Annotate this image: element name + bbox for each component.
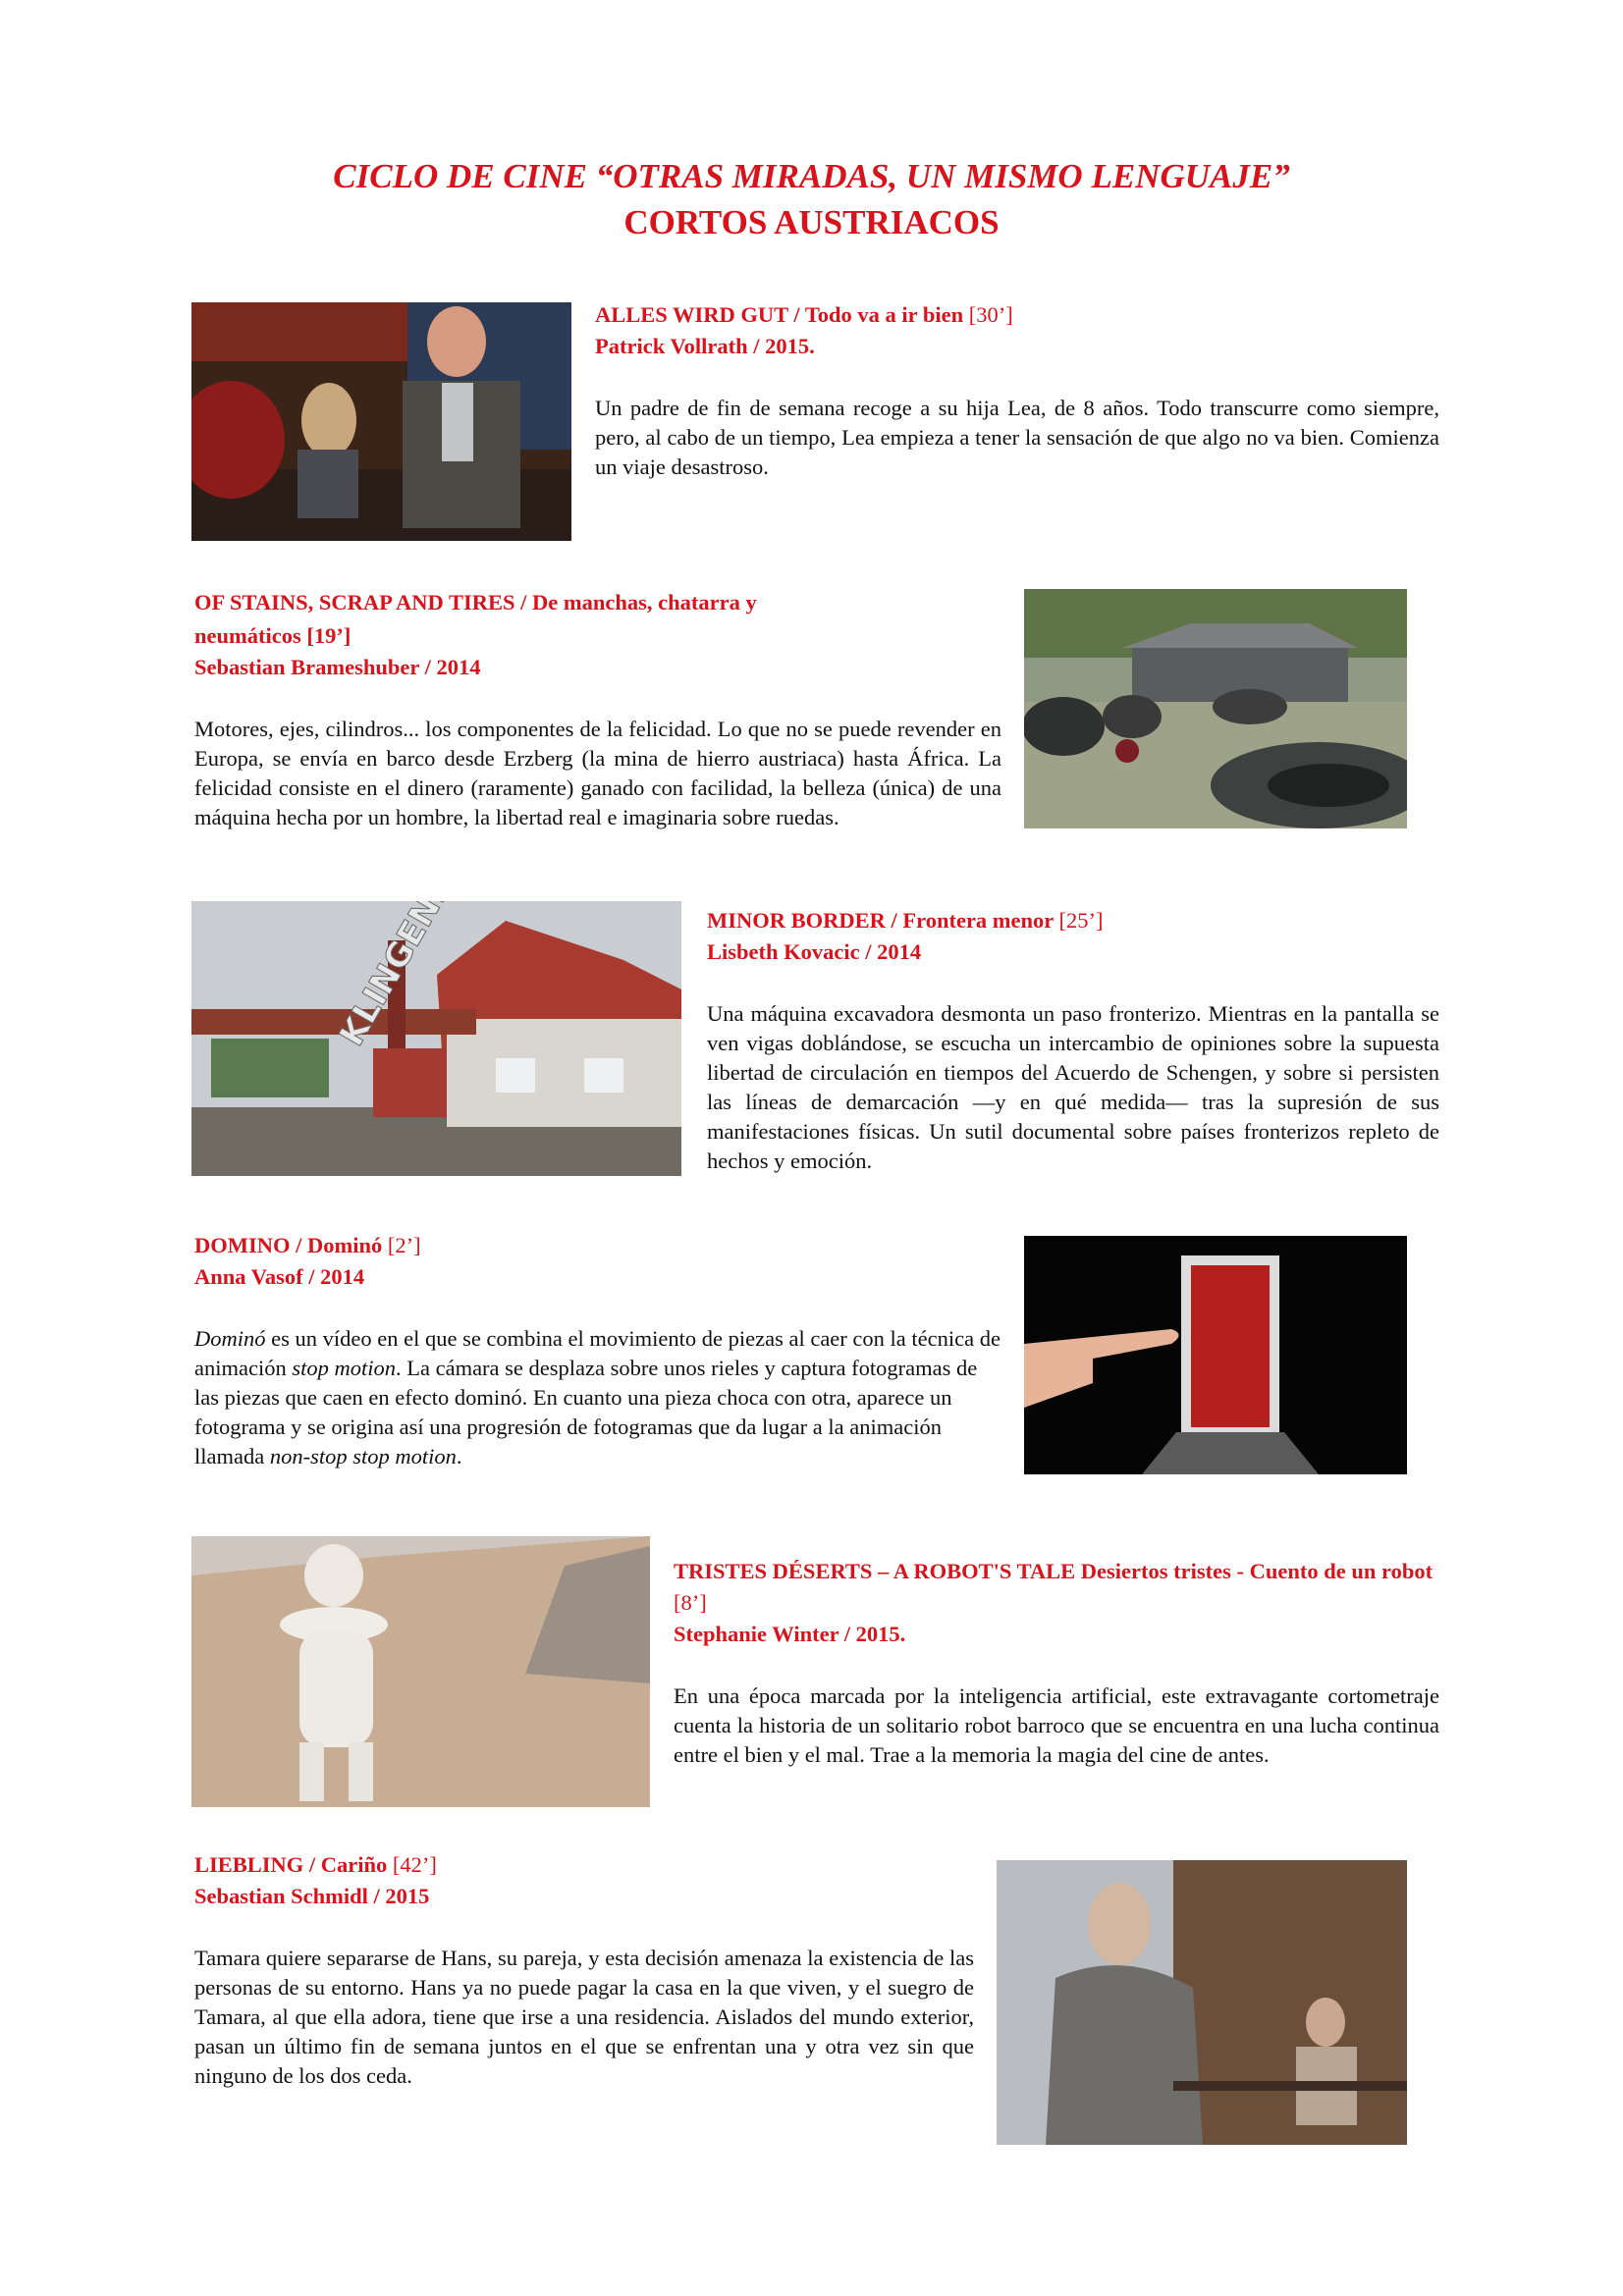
film-description: Una máquina excavadora desmonta un paso fronterizo. Mientras en la pantalla se ven vigas doblándose, se escucha un intercambio de opiniones sobre la supuesta libertad de circulación en tiempos del Acuerdo de Schengen, y sobre si persisten las líneas de demarcación —y en qué medida— tras la supresión de sus manifestaciones físicas. Un sutil documental sobre países fronterizos repleto de hechos y emoción. [707, 1001, 1439, 1173]
film-entry [194, 1230, 1001, 1471]
film-title: LIEBLING / Cariño [42’] [194, 1852, 437, 1877]
film-description: Un padre de fin de semana recoge a su hija Lea, de 8 años. Todo transcurre como siempre, pero, al cabo de un tiempo, Lea empieza a tener la sensación de que algo no va bien. Comienza un viaje desastroso. [595, 396, 1439, 479]
film-entry [674, 1556, 1439, 1770]
film-entry [194, 587, 1001, 832]
page-subtitle: CORTOS AUSTRIACOS [623, 203, 1000, 241]
film-still-alles-wird-gut [191, 302, 571, 541]
film-description: Motores, ejes, cilindros... los componentes de la felicidad. Lo que no se puede revender en Europa, se envía en barco desde Erzberg (la mina de hierro austriaca) hasta África. La felicidad consiste en el dinero (raramente) ganado con facilidad, la belleza (única) de una máquina hecha por un hombre, la libertad real e imaginaria sobre ruedas. [194, 717, 1001, 829]
film-entry [707, 905, 1439, 1176]
film-director: Lisbeth Kovacic / 2014 [707, 939, 922, 964]
film-title: TRISTES DÉSERTS – A ROBOT'S TALE Desiertos tristes - Cuento de un robot [8’] [674, 1559, 1434, 1615]
film-director: Sebastian Schmidl / 2015 [194, 1884, 430, 1908]
film-still-of-stains [1024, 589, 1407, 828]
film-director: Patrick Vollrath / 2015. [595, 334, 815, 358]
film-title: ALLES WIRD GUT / Todo va a ir bien [30’] [595, 302, 1013, 327]
film-entry [194, 1849, 974, 2091]
film-still-domino [1024, 1236, 1407, 1474]
film-still-tristes-deserts [191, 1536, 650, 1807]
film-director: Sebastian Brameshuber / 2014 [194, 655, 481, 679]
film-title: DOMINO / Dominó [2’] [194, 1233, 421, 1257]
film-title: MINOR BORDER / Frontera menor [25’] [707, 908, 1104, 933]
film-title-cont: neumáticos [19’] [194, 623, 352, 648]
film-description: Tamara quiere separarse de Hans, su pareja, y esta decisión amenaza la existencia de las personas de su entorno. Hans ya no puede pagar la casa en la que viven, y el suegro de Tamara, al que ella adora, tiene que irse a una residencia. Aislados del mundo exterior, pasan un último fin de semana juntos en el que se enfrentan una y otra vez sin que ninguno de los dos ceda. [194, 1946, 974, 2088]
film-director: Stephanie Winter / 2015. [674, 1622, 906, 1646]
film-title: OF STAINS, SCRAP AND TIRES / De manchas, chatarra y [194, 590, 757, 614]
film-description: En una época marcada por la inteligencia artificial, este extravagante cortometraje cuenta la historia de un solitario robot barroco que se encuentra en una lucha continua entre el bien y el mal. Trae a la memoria la magia del cine de antes. [674, 1683, 1439, 1767]
film-entry [595, 299, 1439, 482]
film-still-liebling [997, 1860, 1407, 2145]
page-title: CICLO DE CINE “OTRAS MIRADAS, UN MISMO LENGUAJE” [333, 157, 1290, 195]
film-still-minor-border [191, 901, 681, 1176]
film-director: Anna Vasof / 2014 [194, 1264, 365, 1289]
film-description: Dominó es un vídeo en el que se combina el movimiento de piezas al caer con la técnica de animación stop motion. La cámara se desplaza sobre unos rieles y captura fotogramas de las piezas que caen en efecto dominó. En cuanto una pieza choca con otra, aparece un fotograma y se origina así una progresión de fotogramas que da lugar a la animación llamada non-stop stop motion. [194, 1326, 1001, 1468]
